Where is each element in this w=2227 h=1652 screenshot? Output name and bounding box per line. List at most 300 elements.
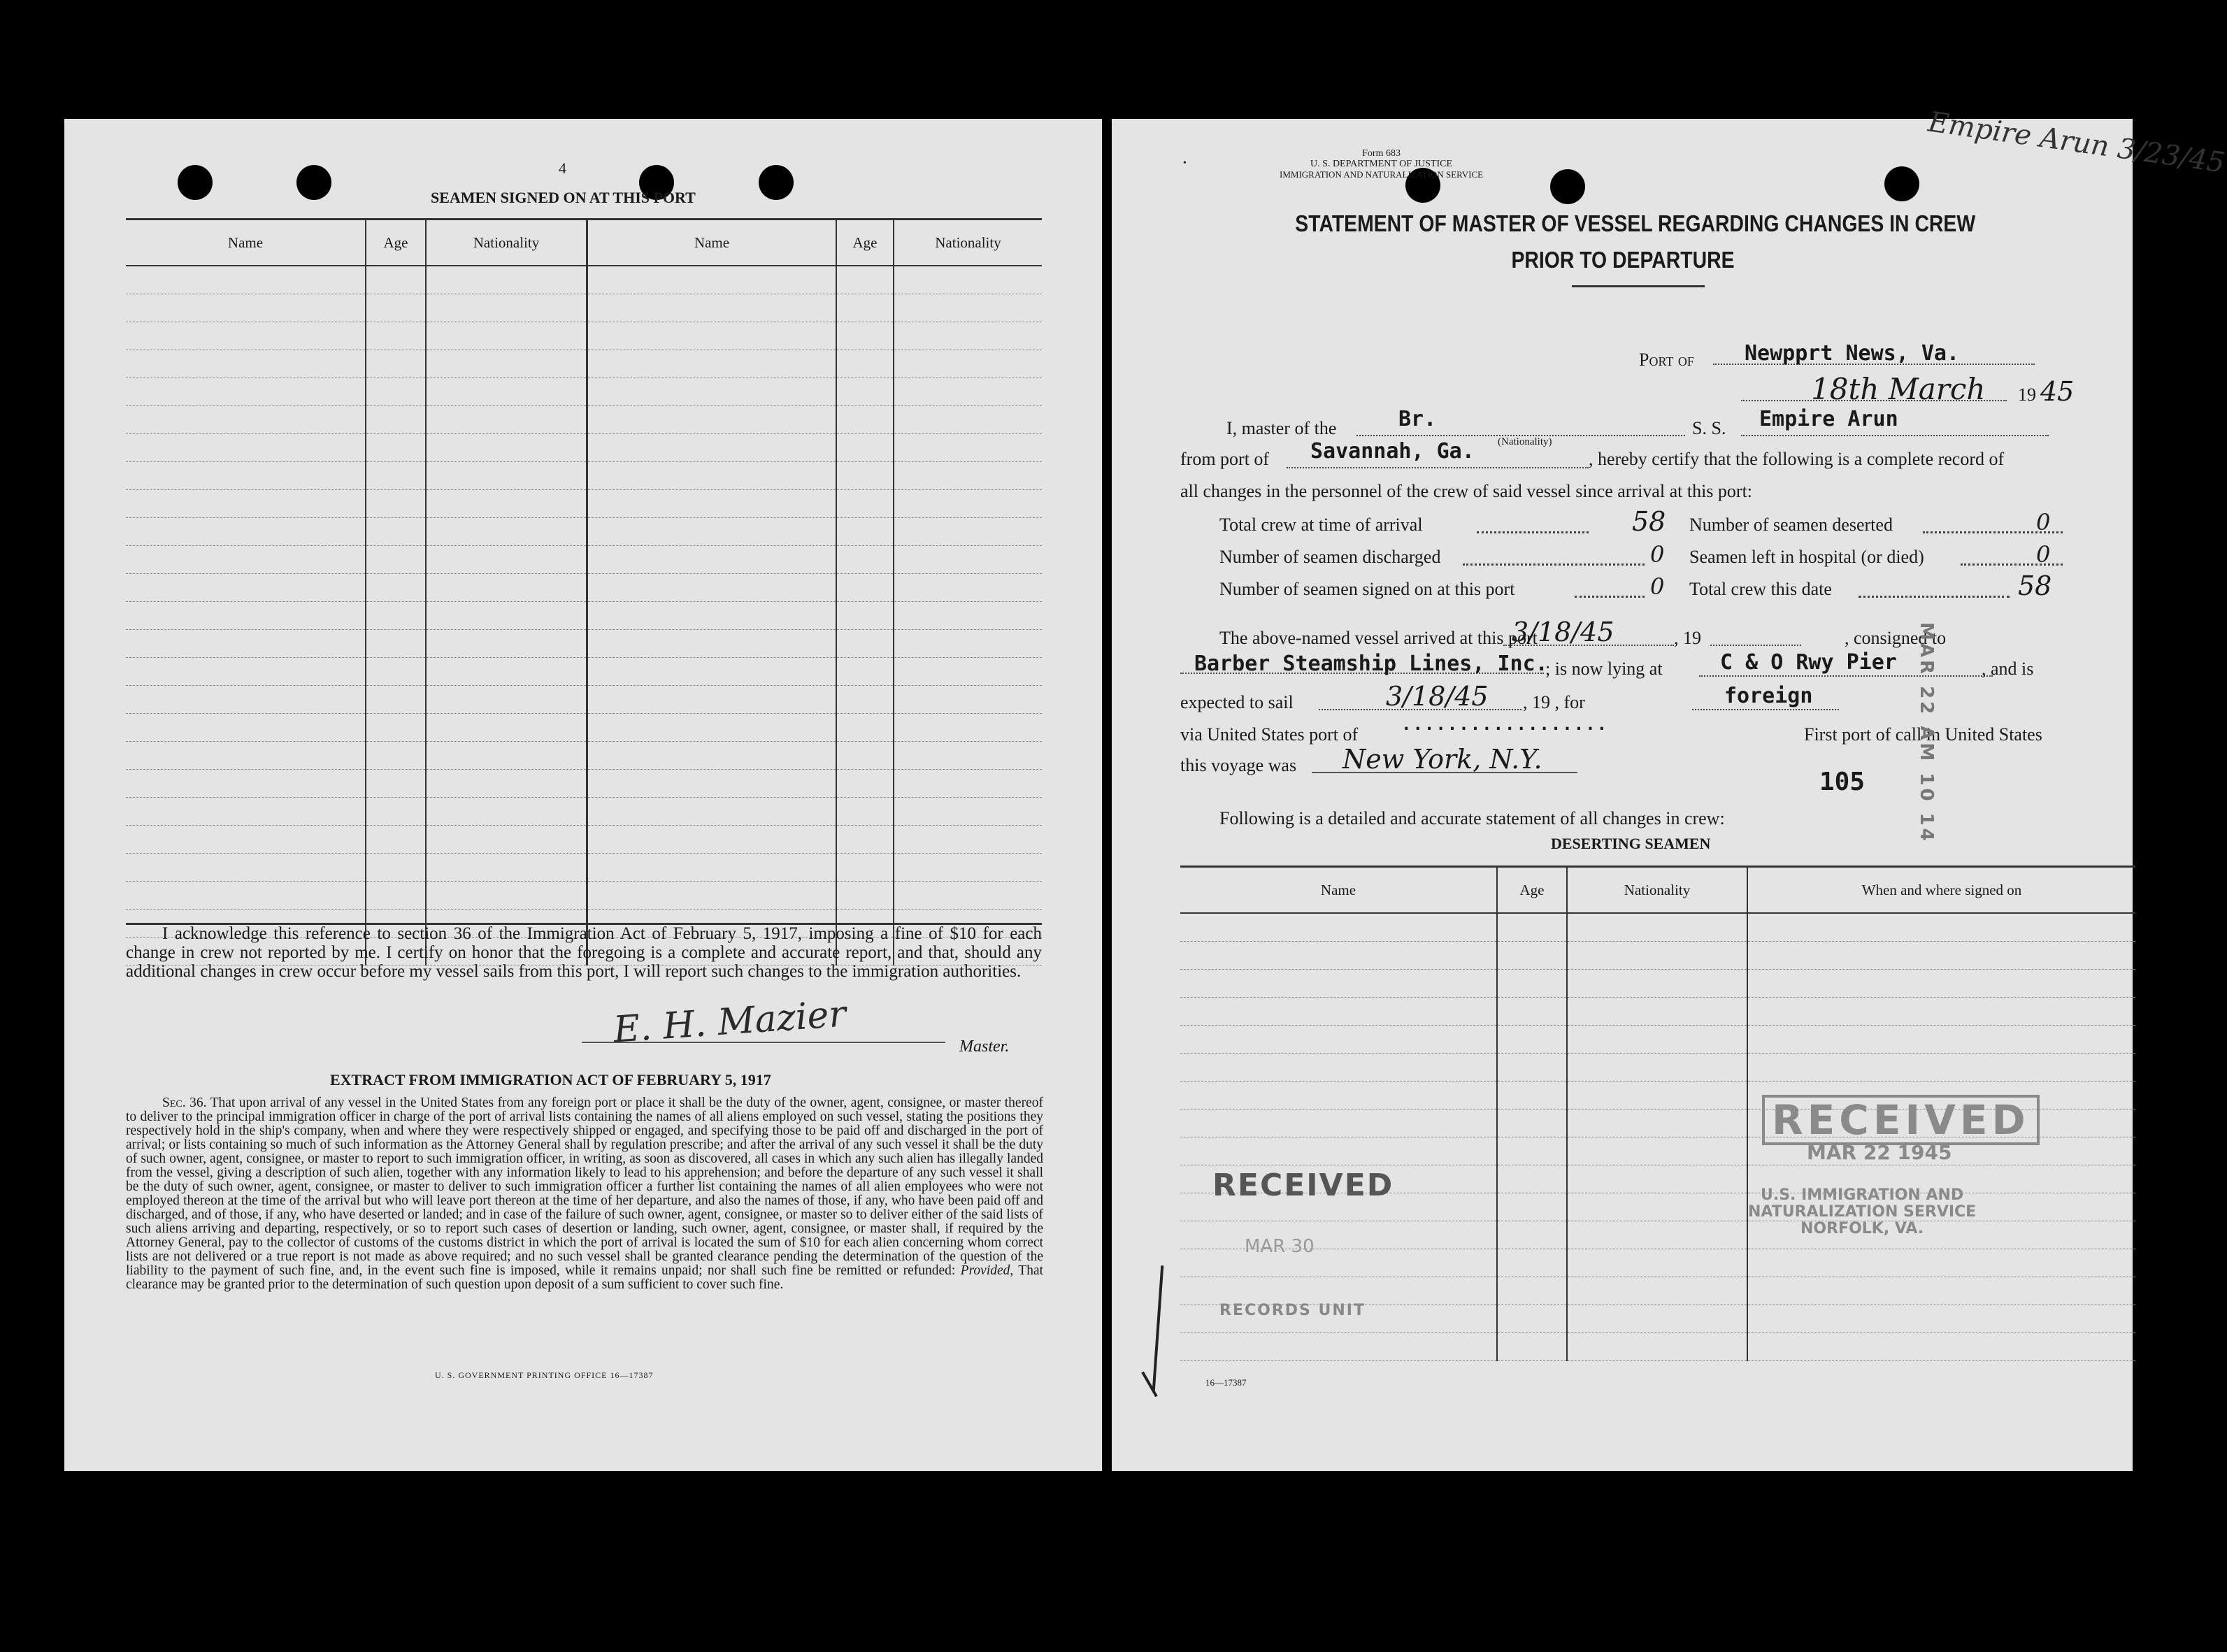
table-cell [126, 602, 366, 630]
table-row [126, 462, 1042, 490]
table-cell [426, 798, 587, 826]
table-cell [836, 714, 894, 742]
table-cell [1747, 913, 2135, 942]
received-stamp: RECEIVED [1762, 1095, 2040, 1145]
certify-text: , hereby certify that the following is a complete record of [1589, 449, 2005, 469]
table-cell [587, 574, 837, 602]
table-cell [1747, 970, 2135, 998]
table-cell [1567, 913, 1747, 942]
table-cell [366, 798, 426, 826]
table-cell [894, 406, 1042, 434]
expected-date: 3/18/45 [1386, 681, 1489, 712]
table-cell [587, 350, 837, 378]
for-value: foreign [1724, 684, 1813, 708]
table-cell [1497, 1249, 1567, 1277]
dot-leader [1463, 563, 1645, 566]
table-cell [426, 658, 587, 686]
table-cell [836, 462, 894, 490]
table-cell [126, 686, 366, 714]
table-cell [894, 518, 1042, 546]
table-cell [1180, 1221, 1497, 1249]
file-number: 105 [1819, 768, 1866, 796]
table-cell [366, 658, 426, 686]
table-cell [894, 322, 1042, 350]
table-cell [426, 518, 587, 546]
table-cell [1180, 1054, 1497, 1082]
table-cell [836, 546, 894, 574]
table-cell [587, 686, 837, 714]
table-cell [836, 434, 894, 462]
table-cell [894, 266, 1042, 294]
table-cell [1180, 1249, 1497, 1277]
table-cell [366, 826, 426, 854]
table-cell [426, 854, 587, 882]
service-name: IMMIGRATION AND NATURALIZATION SERVICE [1280, 169, 1484, 180]
table-cell [1497, 1221, 1567, 1249]
table-cell [126, 630, 366, 658]
table-row [126, 686, 1042, 714]
table-row [1180, 998, 2135, 1026]
table-cell [836, 322, 894, 350]
table-cell [1497, 913, 1567, 942]
table-cell [426, 882, 587, 910]
for-text: , 19 , for [1523, 692, 1585, 712]
table-cell [126, 574, 366, 602]
table-cell [894, 742, 1042, 770]
table-row [126, 350, 1042, 378]
lying-value: C & O Rwy Pier [1720, 650, 1897, 675]
ins-stamp-line: U.S. IMMIGRATION AND [1760, 1186, 1964, 1204]
master-label: Master. [959, 1037, 1010, 1056]
port-value: Newpprt News, Va. [1745, 341, 1960, 366]
table-cell [587, 378, 837, 406]
table-cell [426, 742, 587, 770]
table-cell [1497, 1109, 1567, 1137]
table-cell [426, 378, 587, 406]
table-cell [126, 798, 366, 826]
records-unit-stamp: RECORDS UNIT [1219, 1302, 1366, 1319]
table-cell [1567, 1165, 1747, 1193]
column-header: Age [1497, 867, 1567, 914]
table-cell [426, 322, 587, 350]
extract-title: EXTRACT FROM IMMIGRATION ACT OF FEBRUARY 5, 1917 [330, 1071, 771, 1089]
table-cell [587, 322, 837, 350]
table-row [1180, 913, 2135, 942]
table-row [126, 518, 1042, 546]
table-cell [587, 266, 837, 294]
first-port-text: First port of call in United States [1804, 724, 2042, 745]
table-cell [587, 434, 837, 462]
table-cell [1497, 970, 1567, 998]
table-row [1180, 1221, 2135, 1249]
check-mark [1152, 1265, 1164, 1391]
table-cell [126, 658, 366, 686]
table-cell [894, 490, 1042, 518]
following-text: Following is a detailed and accurate statement of all changes in crew: [1219, 808, 1725, 828]
table-cell [894, 714, 1042, 742]
table-cell [366, 882, 426, 910]
table-cell [894, 630, 1042, 658]
table-row [126, 406, 1042, 434]
table-cell [1497, 1193, 1567, 1221]
column-header: Age [366, 220, 426, 266]
year-blank: , 19 [1674, 628, 1701, 648]
table-cell [836, 518, 894, 546]
left-page [64, 119, 1102, 1471]
total-date-value: 58 [2018, 570, 2052, 601]
table-cell [366, 518, 426, 546]
table-cell [126, 378, 366, 406]
vessel-line [1741, 435, 2049, 436]
table-cell [894, 686, 1042, 714]
table-cell [126, 490, 366, 518]
table-cell [894, 378, 1042, 406]
from-port-line [1287, 467, 1589, 468]
table-row [126, 434, 1042, 462]
table-row [1180, 1026, 2135, 1054]
from-port-value: Savannah, Ga. [1310, 439, 1475, 464]
table-cell [366, 294, 426, 322]
ins-stamp-line: NATURALIZATION SERVICE [1748, 1203, 1977, 1221]
expected-text: expected to sail [1180, 692, 1294, 712]
table-cell [126, 350, 366, 378]
extract-section: Sec. 36. [162, 1096, 207, 1110]
table-cell [126, 294, 366, 322]
table-cell [894, 434, 1042, 462]
table-cell [426, 266, 587, 294]
for-line [1692, 709, 1839, 710]
page-number: 4 [559, 159, 566, 177]
table-cell [587, 490, 837, 518]
form-title [1295, 206, 1976, 278]
table-cell [1180, 942, 1497, 970]
table-row [126, 294, 1042, 322]
table-cell [587, 770, 837, 798]
table-row [1180, 942, 2135, 970]
table-cell [126, 434, 366, 462]
table-cell [894, 770, 1042, 798]
table-cell [426, 714, 587, 742]
table-cell [1747, 1026, 2135, 1054]
table-cell [1180, 1137, 1497, 1165]
table-cell [1497, 1165, 1567, 1193]
header-mark: • [1183, 158, 1187, 168]
table-cell [1747, 1054, 2135, 1082]
table-row [126, 490, 1042, 518]
table-row [1180, 1249, 2135, 1277]
nationality-caption: (Nationality) [1498, 436, 1552, 447]
table-cell [366, 434, 426, 462]
year-blank-line [1710, 645, 1801, 646]
table-cell [126, 322, 366, 350]
changes-text: all changes in the personnel of the crew of said vessel since arrival at this port: [1180, 481, 1753, 501]
punch-hole [1550, 169, 1585, 204]
table-cell [836, 882, 894, 910]
vessel-name: Empire Arun [1759, 407, 1898, 431]
punch-hole [178, 165, 213, 200]
table-cell [836, 826, 894, 854]
table-cell [1497, 998, 1567, 1026]
table-cell [836, 686, 894, 714]
table-header-row [1180, 867, 2135, 914]
table-cell [587, 462, 837, 490]
table-cell [426, 602, 587, 630]
column-header: Name [587, 220, 837, 266]
received-stamp-2: RECEIVED [1212, 1168, 1394, 1203]
table-cell [894, 546, 1042, 574]
table-cell [1180, 970, 1497, 998]
table-cell [836, 658, 894, 686]
table-cell [1180, 1277, 1497, 1305]
from-port-label: from port of [1180, 449, 1270, 469]
total-arrival-value: 58 [1632, 506, 1666, 537]
table-cell [426, 546, 587, 574]
corner-note: Empire Arun 3/23/45 [1926, 106, 2227, 180]
table-cell [587, 714, 837, 742]
table-cell [1747, 1333, 2135, 1361]
consigned-text: , consigned to [1845, 628, 1947, 648]
table-row [126, 882, 1042, 910]
table-cell [126, 714, 366, 742]
table-cell [366, 602, 426, 630]
signed-on-value: 0 [1650, 573, 1665, 600]
table-cell [587, 854, 837, 882]
column-header: Age [836, 220, 894, 266]
table-cell [1497, 1137, 1567, 1165]
table-cell [894, 882, 1042, 910]
table-cell [836, 574, 894, 602]
table-row [126, 714, 1042, 742]
table-cell [366, 350, 426, 378]
table-cell [587, 826, 837, 854]
table-cell [836, 770, 894, 798]
table-cell [366, 378, 426, 406]
deserting-title: DESERTING SEAMEN [1551, 835, 1711, 852]
table-row [126, 574, 1042, 602]
table-cell [426, 294, 587, 322]
table-cell [1567, 1082, 1747, 1109]
table-row [126, 602, 1042, 630]
table-cell [894, 798, 1042, 826]
table-cell [1497, 942, 1567, 970]
master-signature: E. H. Mazier [612, 993, 848, 1051]
table-cell [126, 854, 366, 882]
table-cell [126, 462, 366, 490]
via-text: via United States port of [1180, 724, 1359, 745]
punch-hole [296, 165, 331, 200]
table-cell [894, 602, 1042, 630]
table-row [126, 798, 1042, 826]
title-rule [1572, 285, 1705, 287]
table-cell [1497, 1054, 1567, 1082]
table-row [126, 826, 1042, 854]
table-cell [894, 826, 1042, 854]
ins-stamp-line: NORFOLK, VA. [1800, 1220, 1924, 1237]
table-cell [836, 798, 894, 826]
table-cell [366, 714, 426, 742]
table-cell [587, 546, 837, 574]
dot-leader [1477, 531, 1589, 533]
table-cell [1497, 1082, 1567, 1109]
table-cell [426, 770, 587, 798]
total-arrival-label: Total crew at time of arrival [1219, 515, 1423, 535]
table-cell [1567, 1277, 1747, 1305]
vertical-stamp: MAR 22 AM 10 14 [1916, 622, 1937, 844]
table-cell [426, 826, 587, 854]
table-cell [894, 854, 1042, 882]
table-cell [426, 406, 587, 434]
extract-tail: That clearance may be granted prior to the determination of such question upon deposit of a sum sufficient to cover such fine. [126, 1263, 1044, 1292]
table-row [126, 546, 1042, 574]
table-cell [1567, 1109, 1747, 1137]
voyage-value: New York, N.Y. [1342, 744, 1542, 775]
table-cell [126, 266, 366, 294]
table-cell [1180, 1082, 1497, 1109]
table-cell [426, 630, 587, 658]
table-cell [587, 518, 837, 546]
table-cell [587, 630, 837, 658]
department-name: U. S. DEPARTMENT OF JUSTICE [1310, 159, 1453, 169]
form-number: Form 683 [1362, 148, 1401, 159]
table-row [126, 630, 1042, 658]
table-cell [1567, 998, 1747, 1026]
discharged-value: 0 [1650, 541, 1665, 568]
table-cell [366, 770, 426, 798]
table-cell [894, 658, 1042, 686]
port-label: Port of [1639, 350, 1694, 370]
date-value: 18th March [1811, 372, 1986, 406]
table-cell [1497, 1333, 1567, 1361]
table-cell [836, 406, 894, 434]
table-cell [426, 462, 587, 490]
table-cell [836, 378, 894, 406]
table-cell [1567, 970, 1747, 998]
column-header: Name [1180, 867, 1497, 914]
table-cell [836, 854, 894, 882]
table-cell [1567, 942, 1747, 970]
table-cell [587, 602, 837, 630]
arrived-date: 3/18/45 [1512, 617, 1614, 647]
table-cell [1180, 1026, 1497, 1054]
and-is: , and is [1982, 659, 2034, 679]
table-cell [1747, 1277, 2135, 1305]
table-cell [126, 518, 366, 546]
table-cell [366, 322, 426, 350]
column-header: Nationality [894, 220, 1042, 266]
table-cell [1180, 1109, 1497, 1137]
voyage-text: this voyage was [1180, 755, 1297, 775]
table-row [126, 742, 1042, 770]
table-cell [836, 602, 894, 630]
table-row [1180, 970, 2135, 998]
table-cell [1567, 1333, 1747, 1361]
table-cell [1747, 942, 2135, 970]
ss-label: S. S. [1692, 418, 1726, 438]
hospital-label: Seamen left in hospital (or died) [1689, 547, 1924, 567]
table-cell [836, 742, 894, 770]
table-row [126, 854, 1042, 882]
table-cell [1497, 1026, 1567, 1054]
table-cell [426, 490, 587, 518]
table-row [126, 658, 1042, 686]
dot-leader [1859, 596, 2010, 598]
right-page [1112, 106, 2227, 1471]
arrived-text: The above-named vessel arrived at this port [1219, 628, 1538, 648]
table-cell [1180, 998, 1497, 1026]
table-row [1180, 1333, 2135, 1361]
table-row [1180, 1277, 2135, 1305]
column-header: When and where signed on [1747, 867, 2135, 914]
table-cell [1747, 1249, 2135, 1277]
table-cell [426, 574, 587, 602]
lying-text: ; is now lying at [1545, 659, 1663, 679]
table-cell [1567, 1305, 1747, 1333]
table-cell [366, 742, 426, 770]
table-cell [836, 490, 894, 518]
extract-body [126, 1096, 1043, 1292]
table-cell [894, 294, 1042, 322]
table-cell [836, 630, 894, 658]
year-value: 45 [2040, 376, 2075, 407]
table-cell [894, 462, 1042, 490]
column-header: Nationality [426, 220, 587, 266]
table-cell [366, 686, 426, 714]
table-row [126, 770, 1042, 798]
table-cell [366, 266, 426, 294]
extract-provided: Provided, [960, 1263, 1014, 1278]
via-value: .................. [1401, 714, 1609, 734]
table-row [1180, 1054, 2135, 1082]
table-row [126, 266, 1042, 294]
table-cell [1567, 1193, 1747, 1221]
table-cell [1567, 1221, 1747, 1249]
extract-text: That upon arrival of any vessel in the United States from any foreign port or place it shall be the duty of the owner, agent, consignee, or master thereof to deliver to the principal immigration officer in charge of the port of arrival lists containing the names of all aliens employed on such vessel, stating the positions they respectively hold in the ship's company, when and where they were respectively shipped or engaged, and specifying those to be paid off and discharged in the port of arrival; or lists containing so much of such information as the Attorney General shall by regulation prescribe; and after the arrival of any such vessel it shall be the duty of such owner, agent, consignee, or master to report to such immigration officer, in writing, as soon as discovered, all cases in which any such alien has illegally landed from the vessel, giving a description of such alien, together with any information likely to lead to his apprehension; and before the departure of any such vessel it shall be the duty of such owner, agent, consignee, or master to deliver to such immigration officer a further list containing the names of all alien employees who were not employed thereon at the time of the arrival but who will leave port thereon at the time of her departure, and also the names of those, if any, who have been paid off and discharged, and of those, if any, who have deserted or landed; and in case of the failure of such owner, agent, consignee, or master so to deliver either of the said lists of such aliens arriving and departing, respectively, or so to report such cases of desertion or landing, such owner, agent, consignee, or master shall, if required by the Attorney General, pay to the collector of customs of the customs district in which the port of arrival is located the sum of $10 for each alien concerning whom correct lists are not delivered or a true report is not made as above required; and no such vessel shall be granted clearance pending the determination of the question of the liability to the payment of such fine, and, in the event such fine is imposed, while it remains unpaid; nor shall such fine be remitted or refunded: [126, 1096, 1043, 1278]
table-cell [366, 574, 426, 602]
deserted-value: 0 [2036, 509, 2051, 536]
table-cell [426, 434, 587, 462]
total-date-label: Total crew this date [1689, 579, 1832, 599]
deserted-label: Number of seamen deserted [1689, 515, 1893, 535]
table-cell [836, 350, 894, 378]
table-cell [366, 546, 426, 574]
table-cell [126, 742, 366, 770]
master-of-label: I, master of the [1226, 418, 1337, 438]
title-line-1: STATEMENT OF MASTER OF VESSEL REGARDING CHANGES IN CREW [1295, 210, 1976, 236]
section-title: SEAMEN SIGNED ON AT THIS PORT [431, 189, 696, 206]
table-cell [1180, 913, 1497, 942]
lying-line [1699, 675, 1993, 677]
table-cell [1567, 1249, 1747, 1277]
table-cell [1567, 1026, 1747, 1054]
table-cell [366, 630, 426, 658]
table-cell [1567, 1054, 1747, 1082]
table-cell [587, 742, 837, 770]
year-prefix: 19 [2018, 385, 2036, 405]
dot-leader [1575, 596, 1645, 598]
table-row [126, 322, 1042, 350]
table-cell [836, 266, 894, 294]
form-header [1280, 148, 1483, 180]
ins-stamp [1748, 1187, 1976, 1237]
table-cell [126, 770, 366, 798]
table-cell [426, 350, 587, 378]
printing-office: U. S. GOVERNMENT PRINTING OFFICE 16—17387 [435, 1370, 654, 1380]
consignee: Barber Steamship Lines, Inc. [1194, 652, 1548, 676]
table-cell [587, 406, 837, 434]
nationality-value: Br. [1398, 407, 1437, 431]
column-header: Name [126, 220, 366, 266]
table-cell [894, 350, 1042, 378]
